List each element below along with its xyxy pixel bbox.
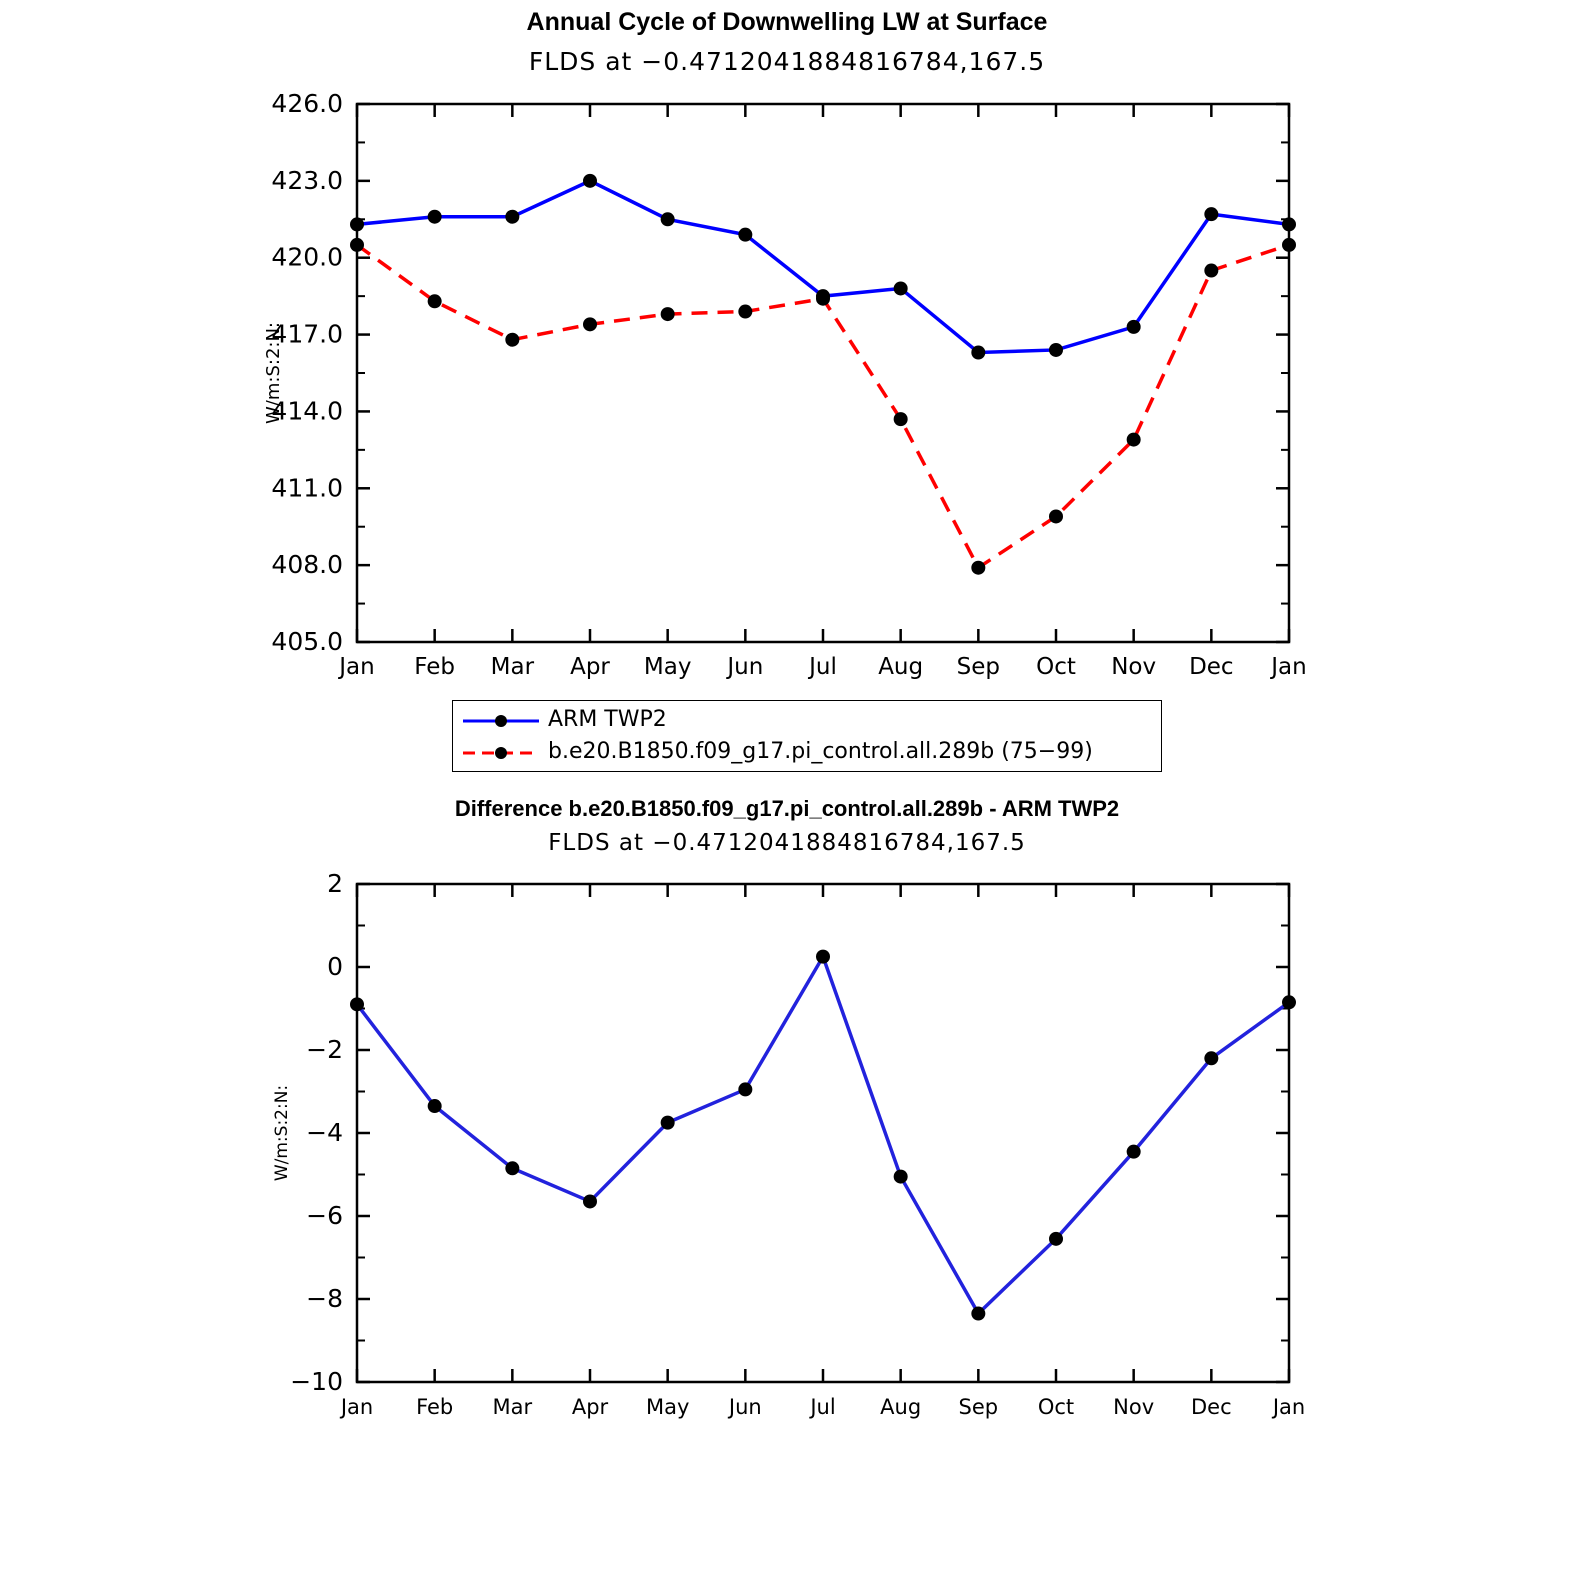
x-tick-label: Nov xyxy=(1113,1395,1155,1419)
x-tick-label: Mar xyxy=(490,654,535,680)
data-point-marker xyxy=(505,333,519,347)
x-tick-label: Dec xyxy=(1191,1395,1232,1419)
x-tick-label: Oct xyxy=(1036,654,1076,680)
data-point-marker xyxy=(894,281,908,295)
x-tick-label: Dec xyxy=(1189,654,1234,680)
x-tick-label: Sep xyxy=(956,654,1001,680)
data-point-marker xyxy=(1049,1232,1063,1246)
data-point-marker xyxy=(1282,217,1296,231)
bottom-plot-area xyxy=(237,862,1337,1442)
top-chart-title: Annual Cycle of Downwelling LW at Surface xyxy=(526,8,1048,36)
data-point-marker xyxy=(816,292,830,306)
y-tick-label: 411.0 xyxy=(271,473,343,503)
y-tick-label: −8 xyxy=(306,1284,343,1313)
top-chart-subtitle: FLDS at −0.4712041884816784,167.5 xyxy=(528,47,1046,76)
data-point-marker xyxy=(428,294,442,308)
data-point-marker xyxy=(661,1116,675,1130)
data-point-marker xyxy=(1282,238,1296,252)
series-line xyxy=(357,957,1289,1314)
legend-item-model xyxy=(453,735,1161,771)
x-tick-label: Apr xyxy=(571,1395,609,1419)
data-point-marker xyxy=(583,1194,597,1208)
data-point-marker xyxy=(1127,320,1141,334)
y-tick-label: 405.0 xyxy=(271,627,343,656)
data-point-marker xyxy=(428,210,442,224)
bottom-chart-title: Difference b.e20.B1850.f09_g17.pi_control.all.289b - ARM TWP2 xyxy=(454,796,1120,821)
x-tick-label: Jun xyxy=(727,654,764,680)
x-tick-label: May xyxy=(645,1395,690,1419)
data-point-marker xyxy=(505,1161,519,1175)
legend-sample-dashed-red xyxy=(461,735,541,771)
x-tick-label: Jul xyxy=(809,654,837,680)
x-tick-label: Aug xyxy=(880,1395,922,1419)
x-tick-label: Apr xyxy=(570,654,610,680)
x-tick-label: Feb xyxy=(414,654,456,680)
x-tick-label: Jan xyxy=(1271,654,1307,680)
data-point-marker xyxy=(583,174,597,188)
y-tick-label: 417.0 xyxy=(271,319,343,349)
series-line xyxy=(357,181,1289,353)
data-point-marker xyxy=(428,1099,442,1113)
legend xyxy=(452,700,1162,772)
y-tick-label: −4 xyxy=(306,1118,343,1147)
data-point-marker xyxy=(1127,433,1141,447)
data-point-marker xyxy=(1049,509,1063,523)
data-point-marker xyxy=(350,997,364,1011)
data-point-marker xyxy=(738,305,752,319)
bottom-chart-panel xyxy=(0,790,1574,1574)
x-tick-label: May xyxy=(643,654,692,680)
data-point-marker xyxy=(971,561,985,575)
data-point-marker xyxy=(738,1082,752,1096)
y-tick-label: 408.0 xyxy=(271,550,343,580)
y-tick-label: −10 xyxy=(290,1367,343,1396)
legend-label-arm: ARM TWP2 xyxy=(548,707,667,732)
data-point-marker xyxy=(738,228,752,242)
data-point-marker xyxy=(894,1170,908,1184)
x-tick-label: Feb xyxy=(416,1395,454,1419)
legend-label-model: b.e20.B1850.f09_g17.pi_control.all.289b (75−99) xyxy=(548,739,1093,764)
data-point-marker xyxy=(661,212,675,226)
y-tick-label: 426.0 xyxy=(271,89,343,118)
x-tick-label: Jun xyxy=(728,1395,762,1419)
bottom-plot-svg xyxy=(237,862,1337,1442)
data-point-marker xyxy=(1127,1145,1141,1159)
data-point-marker xyxy=(1204,1051,1218,1065)
data-point-marker xyxy=(1282,995,1296,1009)
x-tick-label: Aug xyxy=(878,654,924,680)
data-point-marker xyxy=(894,412,908,426)
bottom-chart-subtitle: FLDS at −0.4712041884816784,167.5 xyxy=(548,830,1026,856)
data-point-marker xyxy=(971,346,985,360)
legend-item-arm xyxy=(453,703,1161,739)
y-tick-label: 420.0 xyxy=(271,242,343,272)
y-tick-label: 423.0 xyxy=(271,165,343,195)
data-point-marker xyxy=(350,217,364,231)
x-tick-label: Jul xyxy=(810,1395,836,1419)
top-plot-svg xyxy=(237,82,1337,702)
y-tick-label: 2 xyxy=(327,869,343,898)
x-tick-label: Jan xyxy=(339,654,375,680)
data-point-marker xyxy=(1204,264,1218,278)
x-tick-label: Sep xyxy=(958,1395,999,1419)
y-tick-label: −2 xyxy=(306,1035,343,1064)
data-point-marker xyxy=(816,950,830,964)
x-tick-label: Jan xyxy=(340,1395,374,1419)
data-point-marker xyxy=(1049,343,1063,357)
data-point-marker xyxy=(1204,207,1218,221)
data-point-marker xyxy=(661,307,675,321)
y-axis-label: W/m:S:2:N: xyxy=(263,322,284,424)
y-tick-label: −6 xyxy=(306,1201,343,1230)
x-tick-label: Nov xyxy=(1111,654,1157,680)
data-point-marker xyxy=(505,210,519,224)
top-plot-area xyxy=(237,82,1337,702)
y-axis-label: W/m:S:2:N: xyxy=(272,1084,292,1182)
x-tick-label: Mar xyxy=(492,1395,533,1419)
data-point-marker xyxy=(350,238,364,252)
legend-sample-solid-blue xyxy=(461,703,541,739)
x-tick-label: Jan xyxy=(1272,1395,1306,1419)
data-point-marker xyxy=(583,317,597,331)
y-tick-label: 0 xyxy=(327,952,343,981)
data-point-marker xyxy=(971,1307,985,1321)
x-tick-label: Oct xyxy=(1037,1395,1075,1419)
y-tick-label: 414.0 xyxy=(271,396,343,426)
